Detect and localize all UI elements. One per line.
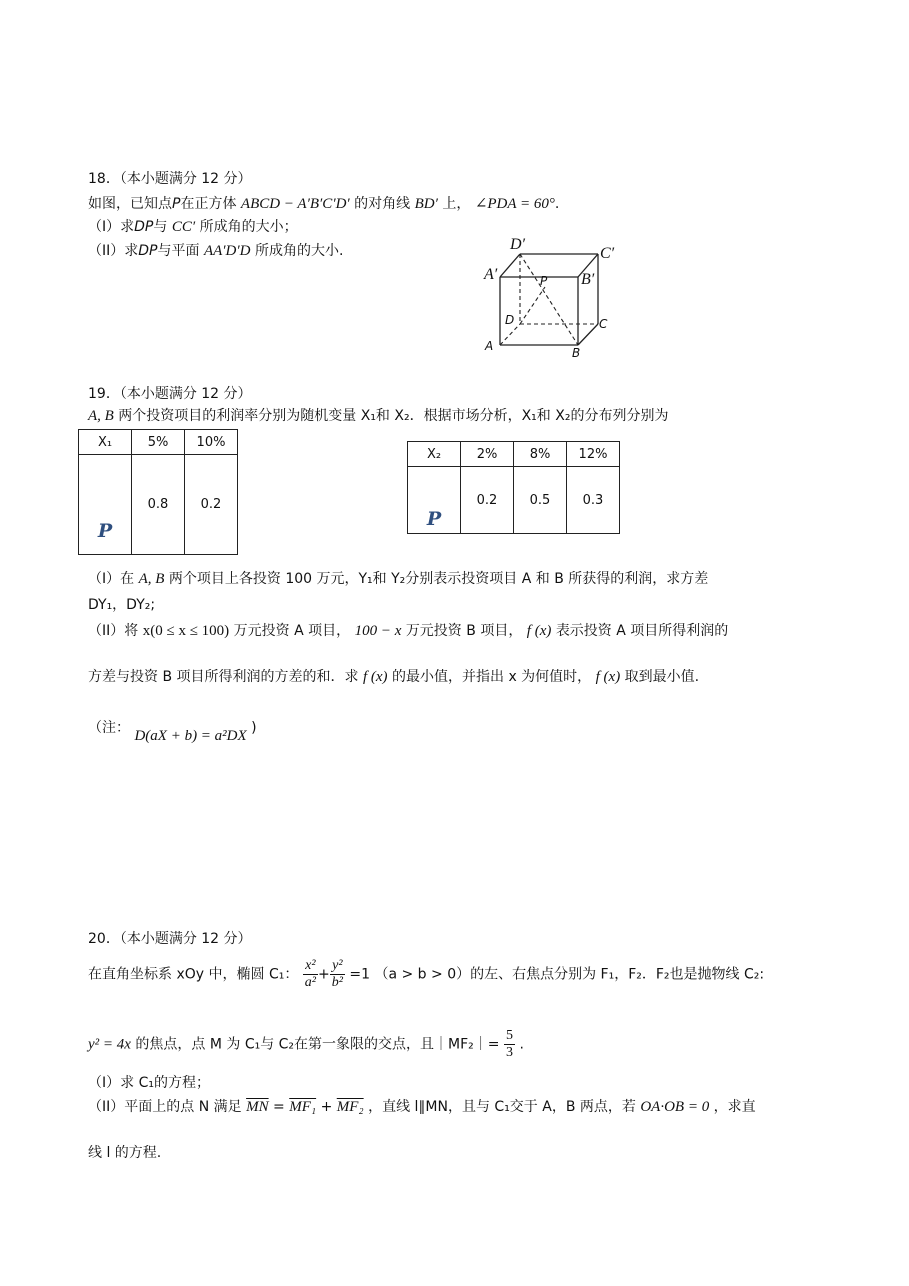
plus-sign: + <box>320 1099 333 1115</box>
q19-part2-line1 <box>88 620 728 640</box>
q20-text: 的焦点，点 M 为 C₁与 C₂在第一象限的交点，且｜MF₂｜= <box>135 1036 500 1053</box>
vector-mf1: MF₁ <box>289 1099 317 1115</box>
cube-label-d1: D′ <box>510 236 526 253</box>
q19-note <box>88 717 257 744</box>
table-cell: 0.8 <box>132 455 185 555</box>
ellipse-y-term <box>330 958 345 991</box>
q19-ab: A, B <box>138 571 165 587</box>
q19-text: 两个项目上各投资 100 万元，Y₁和 Y₂分别表示投资项目 A 和 B 所获得的利润，求方差 <box>168 571 709 587</box>
table-row <box>408 442 620 467</box>
q20-header: 20．（本小题满分 12 分） <box>88 931 252 947</box>
q19-text: 取到最小值. <box>624 669 700 685</box>
dot-product-formula: OA·OB = 0 <box>640 1099 710 1115</box>
q18-solid: ABCD − A′B′C′D′ <box>240 196 350 212</box>
table-cell: 0.2 <box>461 467 514 534</box>
table-p-cell <box>408 467 461 534</box>
q19-intro <box>88 405 668 425</box>
q19-fx: f (x) <box>526 623 552 639</box>
cube-label-d: D <box>505 313 515 327</box>
plus-sign: + <box>317 966 330 983</box>
q19-text: 表示投资 A 项目所得利润的 <box>555 623 729 639</box>
q19-text: 万元投资 B 项目， <box>405 623 523 639</box>
q18-part1 <box>88 216 298 236</box>
q18-plane: AA′D′D <box>203 243 251 259</box>
cube-label-a: A <box>485 339 494 353</box>
q18-text: 在正方体 <box>180 196 237 212</box>
q18-angle: ∠PDA = 60° <box>474 196 555 212</box>
table-cell: 0.5 <box>514 467 567 534</box>
table-p-cell <box>79 455 132 555</box>
q19-part1-line2: DY₁，DY₂; <box>88 597 156 613</box>
q20-text: . <box>519 1036 524 1053</box>
table-header-cell: 10% <box>185 430 238 455</box>
vector-mf2: MF₂ <box>336 1099 364 1115</box>
q18-header: 18．（本小题满分 12 分） <box>88 171 252 187</box>
frac-numerator: 5 <box>505 1028 513 1043</box>
cube-label-b: B <box>572 346 581 360</box>
q18-text: （I）求 <box>88 219 135 235</box>
p-label: P <box>97 520 113 542</box>
frac-denominator: b² <box>331 975 343 990</box>
q20-part2 <box>88 1096 756 1116</box>
table-header-cell: X₂ <box>408 442 461 467</box>
q19-text: 方差与投资 B 项目所得利润的方差的和．求 <box>88 669 359 685</box>
q20-text: 在直角坐标系 xOy 中，椭圆 C₁： <box>88 966 299 983</box>
q19-fx: f (x) <box>595 669 621 685</box>
mf2-fraction <box>504 1028 515 1061</box>
q19-fx: f (x) <box>362 669 388 685</box>
q20-line1 <box>88 958 764 991</box>
cube-figure <box>478 232 638 362</box>
q20-part1: （I）求 C₁的方程； <box>88 1075 210 1091</box>
q18-part2 <box>88 240 343 260</box>
cube-label-c: C <box>599 317 608 331</box>
q20-text: ，直线 l∥MN，且与 C₁交于 A，B 两点，若 <box>368 1099 636 1115</box>
q19-ab: A, B <box>88 408 114 424</box>
table-cell: 0.3 <box>567 467 620 534</box>
q19-100-minus-x: 100 − x <box>354 623 402 639</box>
q19-text: ) <box>251 720 257 736</box>
frac-denominator: a² <box>304 975 316 990</box>
cube-label-b1: B′ <box>581 271 595 288</box>
segment-dp <box>520 287 545 324</box>
q18-statement <box>88 193 559 213</box>
table-header-cell: 12% <box>567 442 620 467</box>
q20-text: ，求直 <box>713 1099 756 1115</box>
q18-text: . <box>554 196 560 212</box>
q19-text: （II）将 <box>88 623 139 639</box>
q18-text: （II）求 <box>88 243 139 259</box>
q18-cc: CC′ <box>171 219 196 235</box>
q19-x-range: x(0 ≤ x ≤ 100) <box>142 623 230 639</box>
q18-point: P <box>172 196 181 212</box>
cube-label-p: P <box>540 274 548 288</box>
cube-label-c1: C′ <box>600 245 615 262</box>
q20-last-line: 线 l 的方程. <box>88 1145 162 1161</box>
table-row <box>408 467 620 534</box>
q18-dp: DP <box>138 243 158 259</box>
q18-text: 如图，已知点 <box>88 196 172 212</box>
distribution-table-x1 <box>78 429 238 555</box>
q19-text: （I）在 <box>88 571 135 587</box>
cube-label-a1: A′ <box>484 266 498 283</box>
q18-dp: DP <box>134 219 154 235</box>
q19-text: 两个投资项目的利润率分别为随机变量 X₁和 X₂．根据市场分析，X₁和 X₂的分布列分别为 <box>118 408 669 424</box>
q18-diagonal: BD′ <box>414 196 438 212</box>
cube-hidden-edge <box>500 324 520 345</box>
q18-text: 与 <box>153 219 168 235</box>
vector-mn: $\overline{MN}$ <box>246 1099 269 1115</box>
q18-text: 上， <box>442 196 471 212</box>
q20-text: =1 （a > b > 0）的左、右焦点分别为 F₁，F₂．F₂也是抛物线 C₂: <box>349 966 765 983</box>
table-cell: 0.2 <box>185 455 238 555</box>
q19-text: 的最小值，并指出 x 为何值时， <box>392 669 592 685</box>
ellipse-x-term <box>303 958 318 991</box>
diagonal-bd1 <box>520 254 578 345</box>
q18-text: 所成角的大小； <box>199 219 298 235</box>
cube-edge <box>578 324 598 345</box>
table-header-cell: 2% <box>461 442 514 467</box>
table-header-cell: 8% <box>514 442 567 467</box>
q19-note-formula: D(aX + b) = a²DX <box>134 728 247 744</box>
p-label: P <box>426 508 442 530</box>
q19-part2-line2 <box>88 666 699 686</box>
table-row <box>79 430 238 455</box>
q19-text: （注： <box>88 720 130 736</box>
distribution-table-x2 <box>407 441 620 534</box>
frac-numerator: x² <box>303 958 318 975</box>
table-header-cell: 5% <box>132 430 185 455</box>
q18-text: 所成角的大小. <box>254 243 344 259</box>
frac-numerator: y² <box>330 958 345 975</box>
q20-text: （II）平面上的点 N 满足 <box>88 1099 242 1115</box>
parabola-equation: y² = 4x <box>88 1036 131 1053</box>
table-header-cell: X₁ <box>79 430 132 455</box>
q19-part1-line1 <box>88 568 708 588</box>
equals-sign: = <box>273 1099 285 1115</box>
cube-edge <box>500 254 520 277</box>
table-row <box>79 455 238 555</box>
q18-text: 的对角线 <box>354 196 411 212</box>
q18-text: 与平面 <box>157 243 200 259</box>
q19-text: 万元投资 A 项目， <box>233 623 351 639</box>
q19-header: 19．（本小题满分 12 分） <box>88 386 252 402</box>
frac-denominator: 3 <box>505 1045 513 1060</box>
q20-line2 <box>88 1028 524 1061</box>
